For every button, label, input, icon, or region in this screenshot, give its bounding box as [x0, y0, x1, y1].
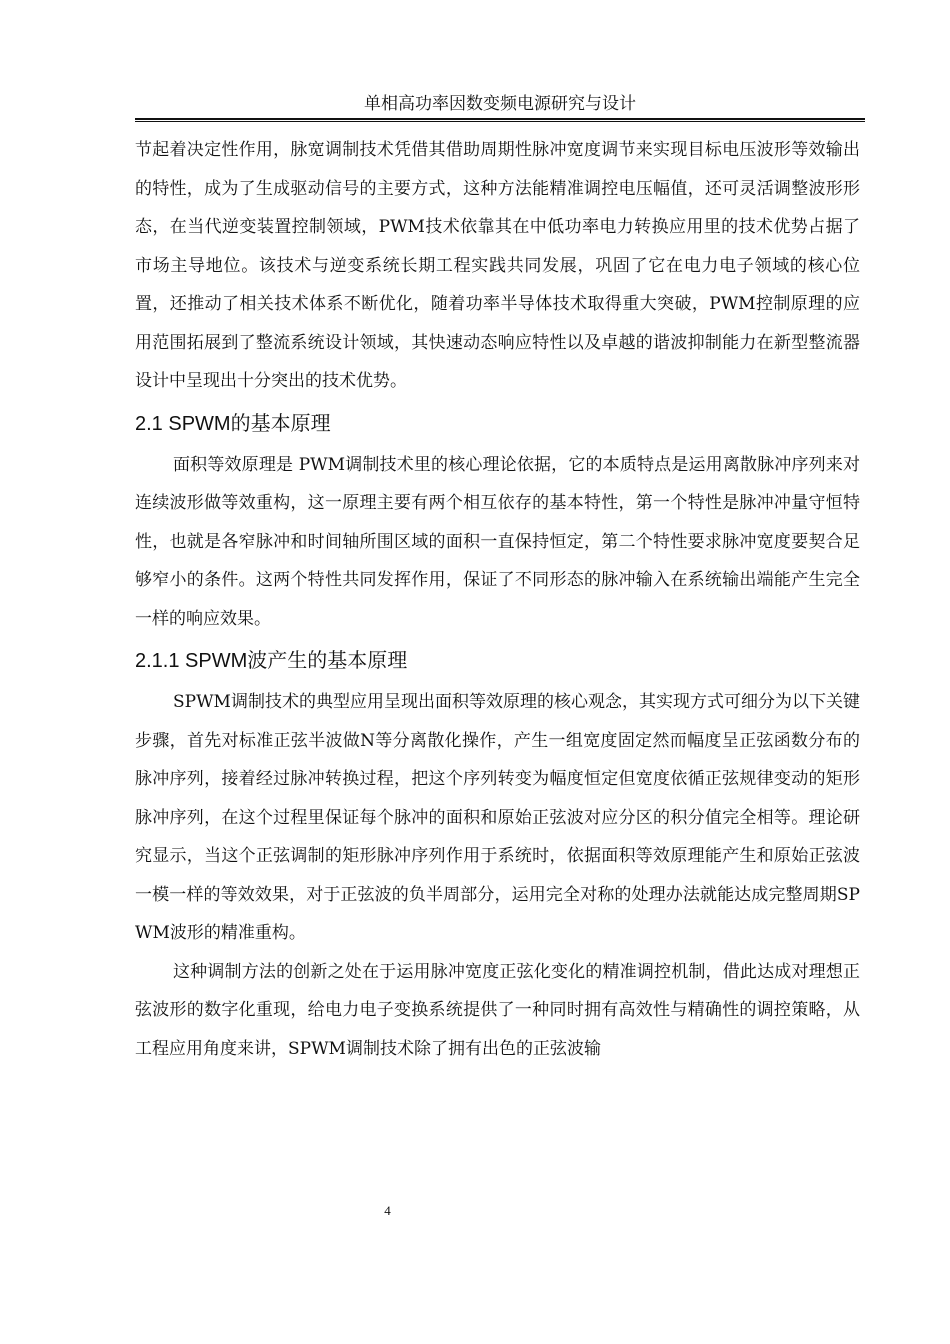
- intro-paragraph: 节起着决定性作用，脉宽调制技术凭借其借助周期性脉冲宽度调节来实现目标电压波形等效输出的特性，成为了生成驱动信号的主要方式，这种方法能精准调控电压幅值，还可灵活调整波形形态，在当代逆变装置控制领域，PWM技术依靠其在中低功率电力转换应用里的技术优势占据了市场主导地位。该技术与逆变系统长期工程实践共同发展，巩固了它在电力电子领域的核心位置，还推动了相关技术体系不断优化，随着功率半导体技术取得重大突破，PWM控制原理的应用范围拓展到了整流系统设计领域，其快速动态响应特性以及卓越的谐波抑制能力在新型整流器设计中呈现出十分突出的技术优势。: [135, 140, 860, 391]
- section-2-1-1-paragraph-2: 这种调制方法的创新之处在于运用脉冲宽度正弦化变化的精准调控机制，借此达成对理想正弦波形的数字化重现，给电力电子变换系统提供了一种同时拥有高效性与精确性的调控策略，从工程应用角度来讲，SPWM调制技术除了拥有出色的正弦波输: [135, 961, 860, 1059]
- page-body: [135, 131, 860, 1068]
- section-2-1-paragraph: 面积等效原理是 PWM调制技术里的核心理论依据，它的本质特点是运用离散脉冲序列来对连续波形做等效重构，这一原理主要有两个相互依存的基本特性，第一个特性是脉冲冲量守恒特性，也就是各窄脉冲和时间轴所围区域的面积一直保持恒定，第二个特性要求脉冲宽度要契合足够窄小的条件。这两个特性共同发挥作用，保证了不同形态的脉冲输入在系统输出端能产生完全一样的响应效果。: [135, 454, 860, 629]
- header-rule-thick: [135, 118, 865, 120]
- section-2-1-1-heading: 2.1.1 SPWM波产生的基本原理: [135, 650, 408, 672]
- header-rule-thin: [135, 121, 865, 122]
- header-title: 单相高功率因数变频电源研究与设计: [364, 94, 636, 114]
- section-2-1-1-paragraph-1: SPWM调制技术的典型应用呈现出面积等效原理的核心观念，其实现方式可细分为以下关键步骤，首先对标准正弦半波做N等分离散化操作，产生一组宽度固定然而幅度呈正弦函数分布的脉冲序列，接着经过脉冲转换过程，把这个序列转变为幅度恒定但宽度依循正弦规律变动的矩形脉冲序列，在这个过程里保证每个脉冲的面积和原始正弦波对应分区的积分值完全相等。理论研究显示，当这个正弦调制的矩形脉冲序列作用于系统时，依据面积等效原理能产生和原始正弦波一模一样的等效效果，对于正弦波的负半周部分，运用完全对称的处理办法就能达成完整周期SPWM波形的精准重构。: [135, 692, 860, 943]
- section-2-1-heading: 2.1 SPWM的基本原理: [135, 412, 331, 435]
- page-number: 4: [384, 1203, 391, 1218]
